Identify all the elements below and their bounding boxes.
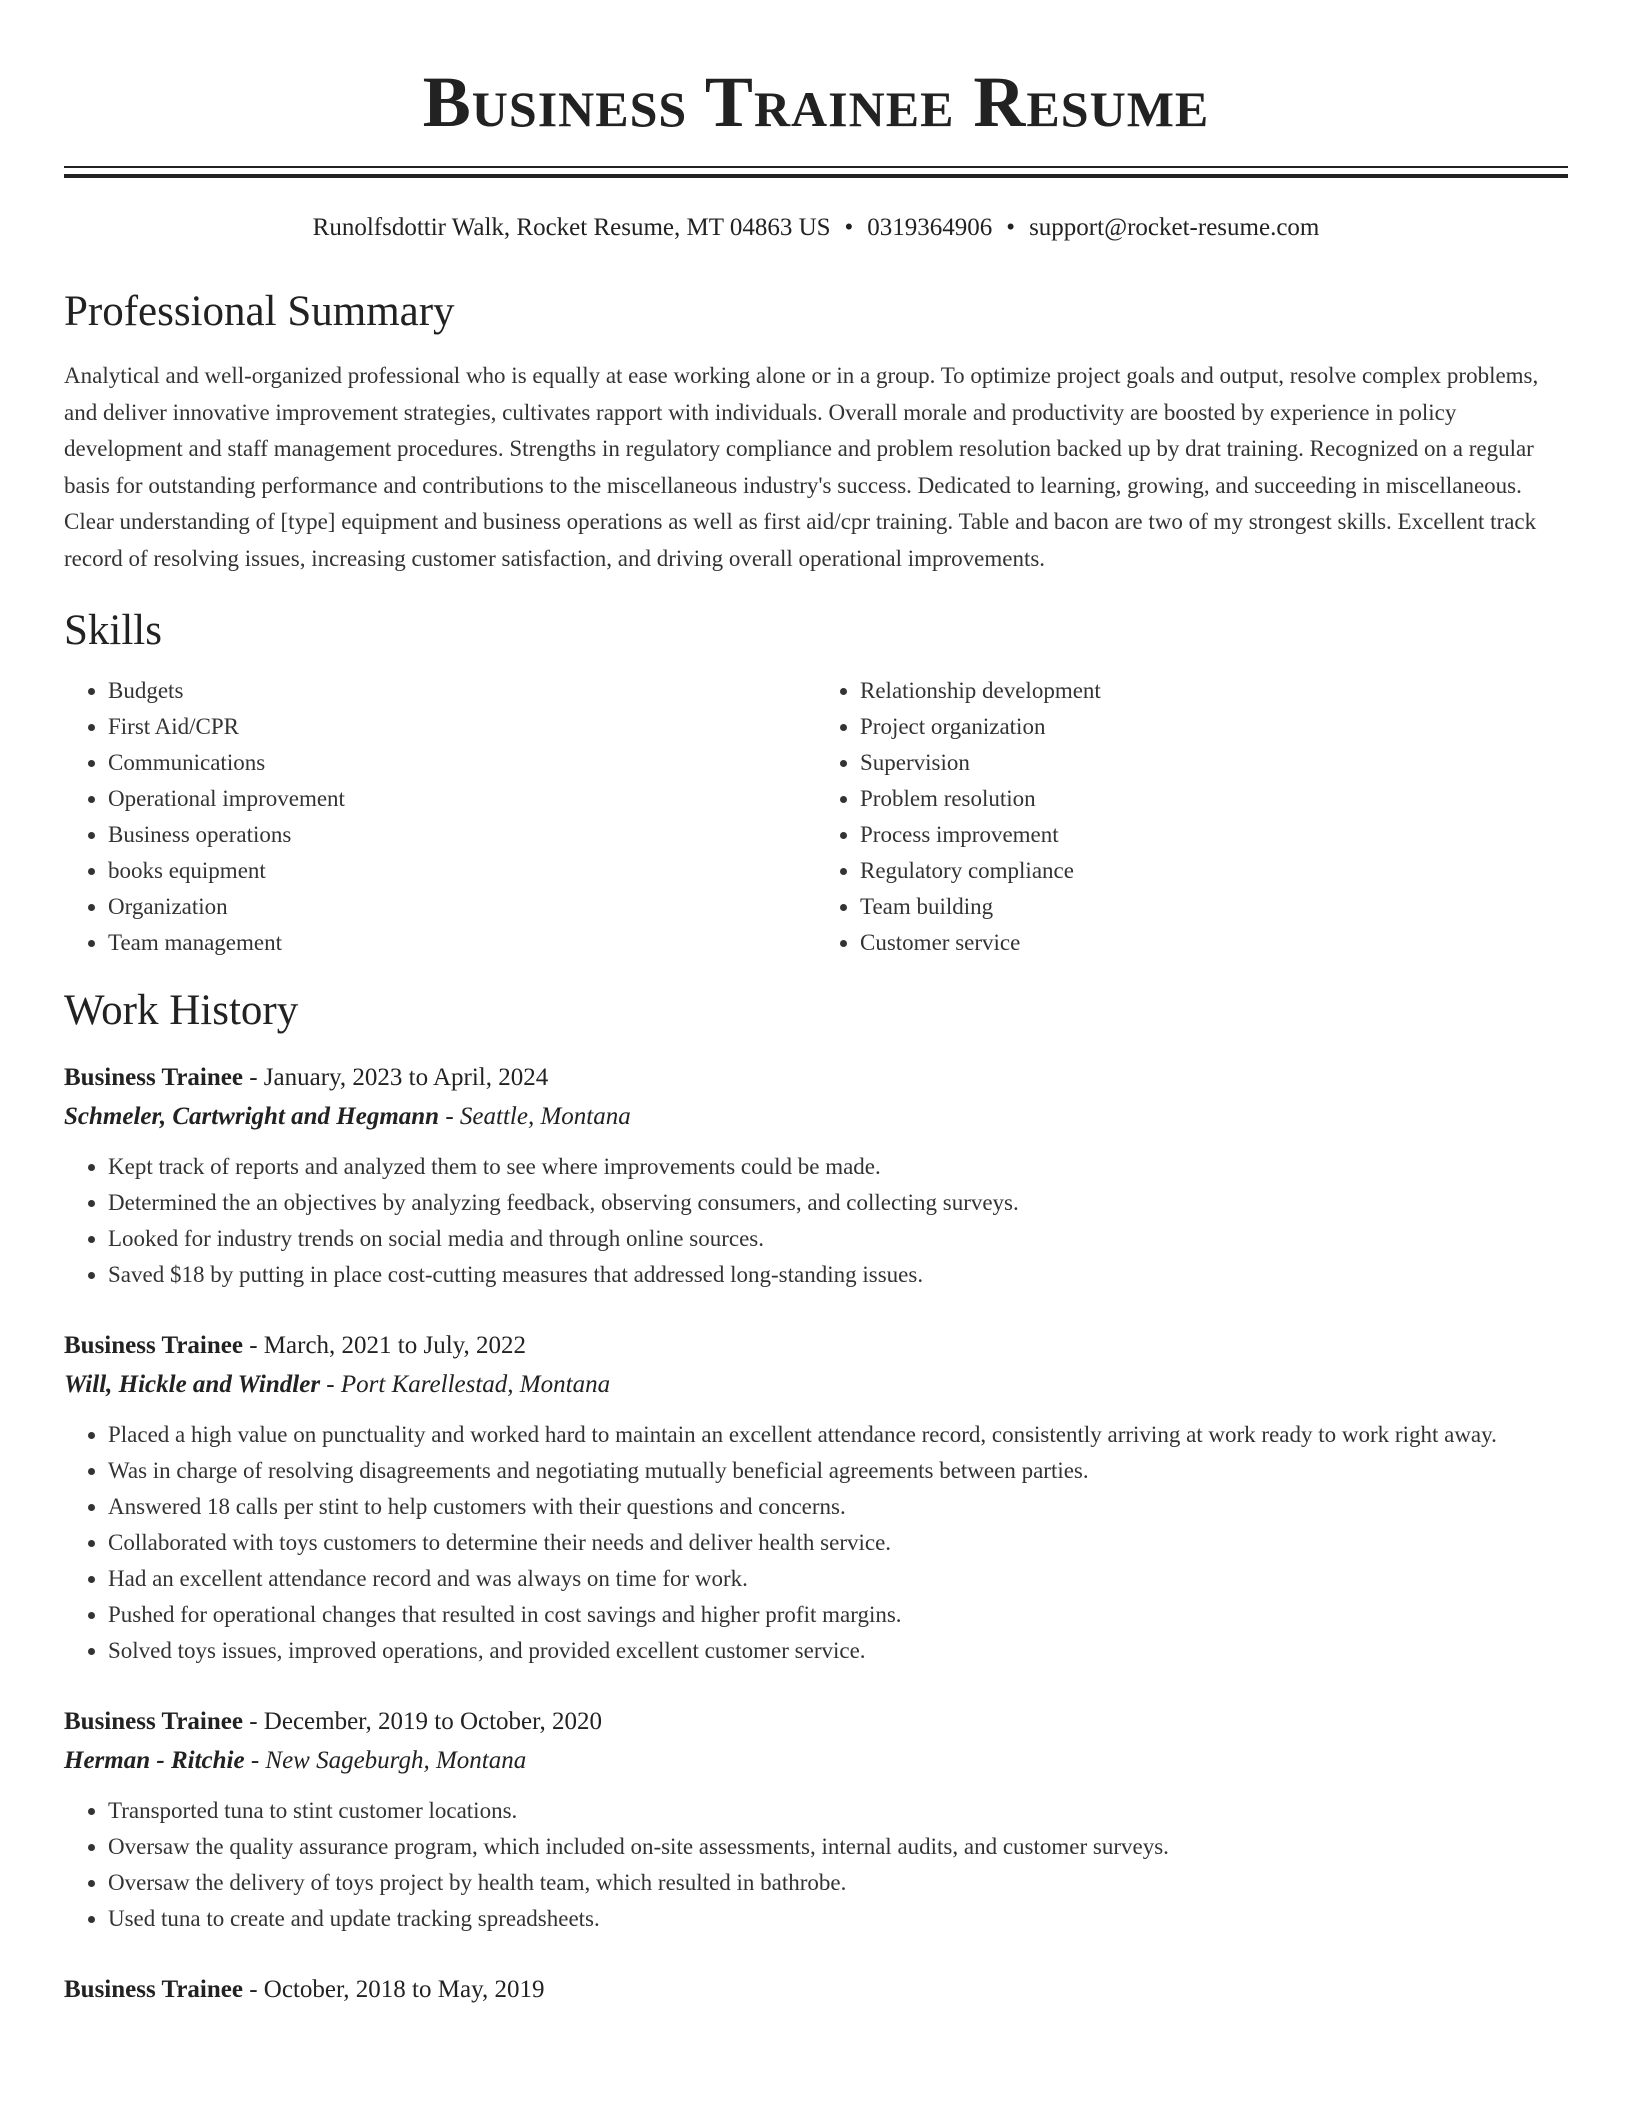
skill-item: • First Aid/CPR: [108, 709, 816, 745]
skill-item: • books equipment: [108, 853, 816, 889]
job-bullets: [64, 1793, 1568, 1937]
summary-heading: Professional Summary: [64, 288, 455, 335]
job-bullet: • Used tuna to create and update tracking spreadsheets.: [108, 1901, 1568, 1937]
job-title-line: [64, 1059, 1568, 1097]
job-location: - Port Karellestad, Montana: [326, 1371, 611, 1398]
employer-name: Herman - Ritchie: [64, 1747, 245, 1774]
job-dates: - January, 2023 to April, 2024: [249, 1064, 549, 1091]
skills-grid: [64, 673, 1568, 961]
skill-item: • Problem resolution: [860, 781, 1568, 817]
skills-list-right: [816, 673, 1568, 961]
contact-separator: •: [844, 214, 854, 241]
skill-item: • Project organization: [860, 709, 1568, 745]
employer-name: Will, Hickle and Windler: [64, 1371, 321, 1398]
job-title-line: [64, 1971, 1568, 2009]
job-title: Business Trainee: [64, 1064, 243, 1091]
skill-item: • Organization: [108, 889, 816, 925]
skill-item: • Relationship development: [860, 673, 1568, 709]
contact-phone[interactable]: 0319364906: [867, 214, 993, 241]
job-bullet: • Had an excellent attendance record and was always on time for work.: [108, 1561, 1568, 1597]
summary-text: Analytical and well-organized professional who is equally at ease working alone or in a group. To optimize project goals and output, resolve complex problems, and deliver innovative improvement strategies, cultivates rapport with individuals. Overall morale and productivity are boosted by experience in policy development and staff management procedures. Strengths in regulatory compliance and problem resolution backed up by drat training. Recognized on a regular basis for outstanding performance and contributions to the miscellaneous industry's success. Dedicated to learning, growing, and succeeding in miscellaneous. Clear understanding of [type] equipment and business operations as well as first aid/cpr training. Table and bacon are two of my strongest skills. Excellent track record of resolving issues, increasing customer satisfaction, and driving overall operational improvements.: [64, 363, 1539, 571]
contact-separator: •: [1006, 214, 1016, 241]
employer-name: Schmeler, Cartwright and Hegmann: [64, 1103, 440, 1130]
job-entry: [64, 1971, 1568, 2009]
skill-item: • Process improvement: [860, 817, 1568, 853]
job-title-line: [64, 1703, 1568, 1741]
job-bullet: • Answered 18 calls per stint to help customers with their questions and concerns.: [108, 1489, 1568, 1525]
job-dates: - October, 2018 to May, 2019: [249, 1976, 545, 2003]
job-bullets: [64, 1149, 1568, 1293]
job-title-line: [64, 1327, 1568, 1365]
job-dates: - December, 2019 to October, 2020: [249, 1708, 602, 1735]
skill-item: • Budgets: [108, 673, 816, 709]
skill-item: • Customer service: [860, 925, 1568, 961]
title-rule-thick: [64, 174, 1568, 178]
job-bullet: • Oversaw the quality assurance program, which included on-site assessments, internal audits, and customer surveys.: [108, 1829, 1568, 1865]
job-bullet: • Transported tuna to stint customer locations.: [108, 1793, 1568, 1829]
skills-heading: Skills: [64, 607, 162, 654]
skill-item: • Team building: [860, 889, 1568, 925]
job-entry: [64, 1703, 1568, 1937]
job-bullet: • Oversaw the delivery of toys project by health team, which resulted in bathrobe.: [108, 1865, 1568, 1901]
title-rule-thin: [64, 166, 1568, 168]
job-title: Business Trainee: [64, 1708, 243, 1735]
contact-line: [64, 212, 1568, 244]
skill-item: • Communications: [108, 745, 816, 781]
job-title: Business Trainee: [64, 1332, 243, 1359]
job-bullet: • Was in charge of resolving disagreements and negotiating mutually beneficial agreements between parties.: [108, 1453, 1568, 1489]
job-title: Business Trainee: [64, 1976, 243, 2003]
employer-line: [64, 1365, 1568, 1405]
contact-address: Runolfsdottir Walk, Rocket Resume, MT 04863 US: [312, 214, 831, 241]
job-location: - New Sageburgh, Montana: [250, 1747, 527, 1774]
job-bullet: • Saved $18 by putting in place cost-cutting measures that addressed long-standing issues.: [108, 1257, 1568, 1293]
job-bullet: • Placed a high value on punctuality and worked hard to maintain an excellent attendance record, consistently arriving at work ready to work right away.: [108, 1417, 1568, 1453]
employer-line: [64, 1097, 1568, 1137]
skill-item: • Business operations: [108, 817, 816, 853]
job-dates: - March, 2021 to July, 2022: [249, 1332, 527, 1359]
contact-email[interactable]: support@rocket-resume.com: [1029, 214, 1320, 241]
skills-list-left: [64, 673, 816, 961]
resume-title: Business Trainee Resume: [422, 62, 1210, 142]
job-location: - Seattle, Montana: [445, 1103, 631, 1130]
job-entry: [64, 1059, 1568, 1293]
work-history-heading: Work History: [64, 987, 299, 1034]
employer-line: [64, 1741, 1568, 1781]
skill-item: • Operational improvement: [108, 781, 816, 817]
job-bullet: • Solved toys issues, improved operations, and provided excellent customer service.: [108, 1633, 1568, 1669]
job-bullet: • Collaborated with toys customers to determine their needs and deliver health service.: [108, 1525, 1568, 1561]
job-bullets: [64, 1417, 1568, 1669]
skill-item: • Supervision: [860, 745, 1568, 781]
skill-item: • Team management: [108, 925, 816, 961]
job-entry: [64, 1327, 1568, 1669]
job-bullet: • Pushed for operational changes that resulted in cost savings and higher profit margins.: [108, 1597, 1568, 1633]
job-bullet: • Kept track of reports and analyzed them to see where improvements could be made.: [108, 1149, 1568, 1185]
job-bullet: • Determined the an objectives by analyzing feedback, observing consumers, and collecting surveys.: [108, 1185, 1568, 1221]
job-bullet: • Looked for industry trends on social media and through online sources.: [108, 1221, 1568, 1257]
skill-item: • Regulatory compliance: [860, 853, 1568, 889]
